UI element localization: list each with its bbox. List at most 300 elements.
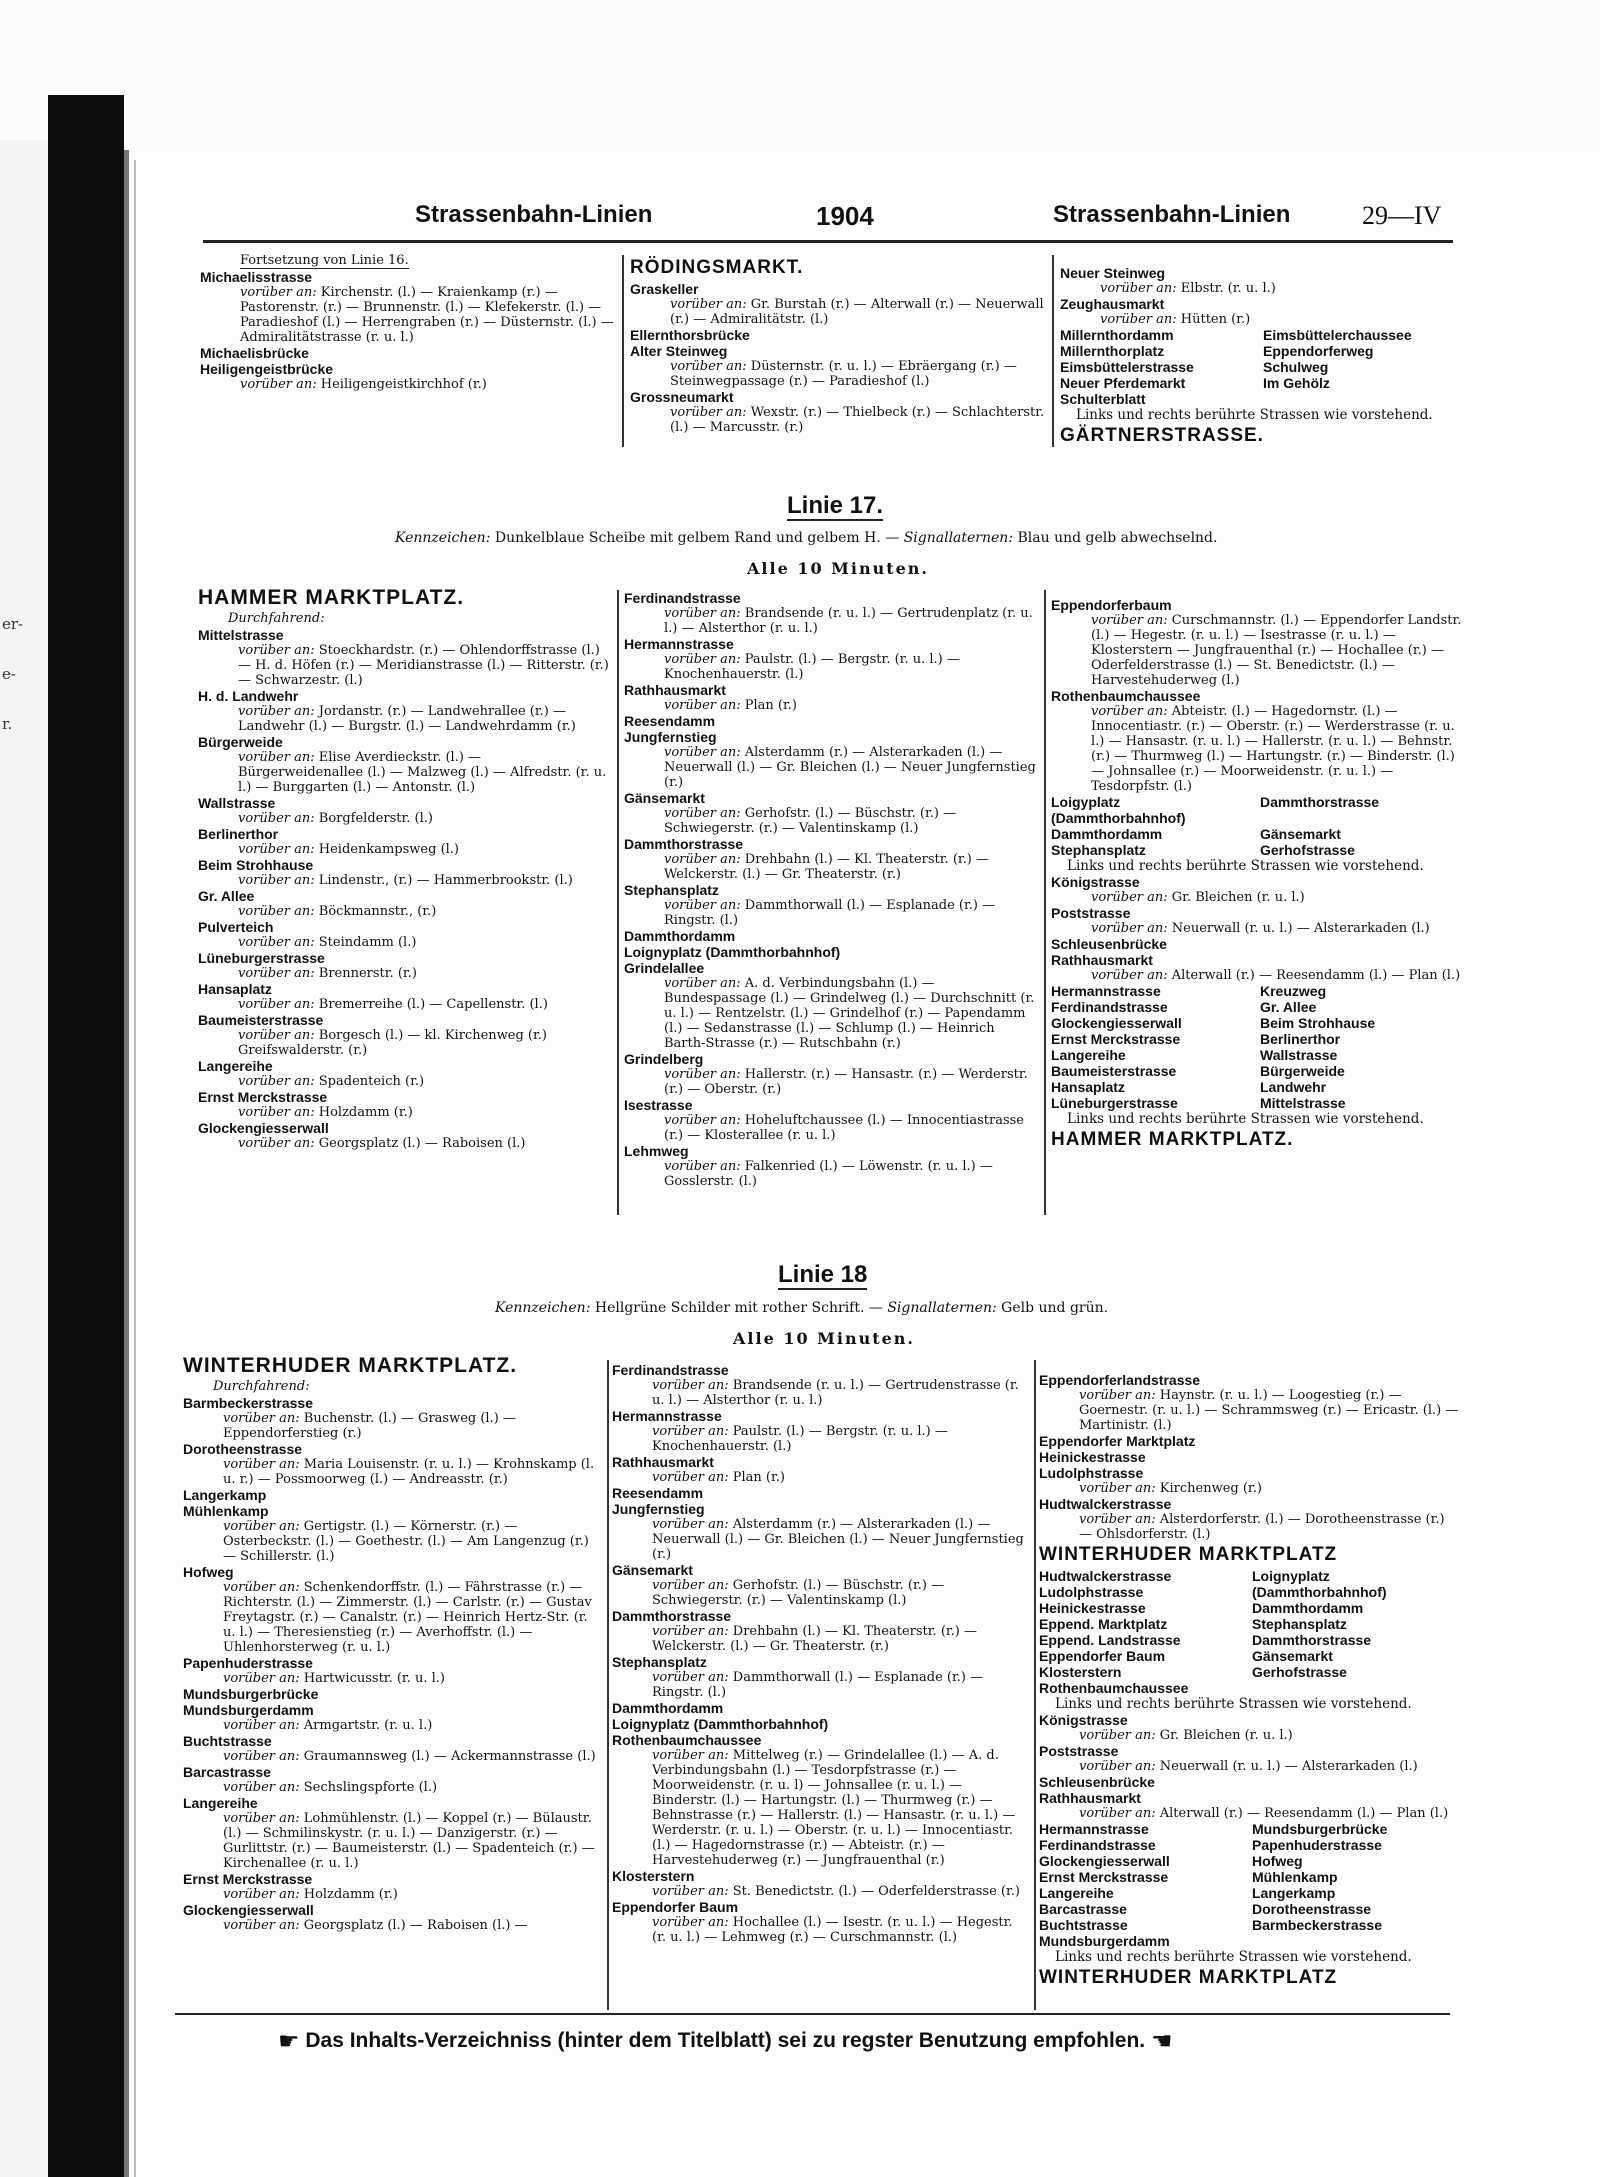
- passing-label: vorüber an:: [223, 1887, 300, 1902]
- stop-name: Bürgerweide: [198, 734, 283, 750]
- passing-label: vorüber an:: [238, 935, 315, 950]
- passing-text: Gerhofstr. (l.) — Büschstr. (r.) — Schwiegerstr. (r.) — Valentinskamp (l.): [652, 1578, 945, 1608]
- passing-text: Falkenried (l.) — Löwenstr. (r. u. l.) — Gosslerstr. (l.): [664, 1159, 993, 1189]
- passing-streets: [183, 1887, 600, 1902]
- stop-name: Barmbeckerstrasse: [183, 1395, 313, 1411]
- pointing-hand-icon: ☛: [278, 2028, 300, 2055]
- l18-col-a: [183, 1353, 600, 1933]
- stop-name: Hudtwalckerstrasse: [1039, 1496, 1172, 1512]
- passing-streets: [624, 806, 1036, 836]
- passing-streets: [183, 1457, 600, 1487]
- page-number: 29—IV: [1362, 201, 1442, 230]
- passing-streets: [183, 1580, 600, 1655]
- passing-label: vorüber an:: [1079, 1481, 1156, 1496]
- stop-name: Stephansplatz: [612, 1654, 707, 1670]
- stop-name: Langerkamp: [183, 1487, 267, 1503]
- terminus-title: HAMMER MARKTPLATZ.: [198, 586, 465, 609]
- stop-name: Stephansplatz: [1051, 842, 1146, 858]
- stop-name: Ernst Merckstrasse: [183, 1871, 313, 1887]
- stop-name: Eppendorferweg: [1263, 343, 1374, 359]
- bottom-rule: [175, 2013, 1450, 2015]
- stop-name: Jungfernstieg: [612, 1501, 705, 1517]
- passing-text: Holzdamm (r.): [303, 1887, 398, 1902]
- passing-streets: [624, 606, 1036, 636]
- passing-streets: [624, 898, 1036, 928]
- passing-label: vorüber an:: [1100, 312, 1177, 327]
- passing-streets: [612, 1884, 1030, 1899]
- passing-text: Kirchenweg (r.): [1159, 1481, 1262, 1496]
- stop-name: Glockengiesserwall: [1039, 1853, 1170, 1869]
- line-17-frequency: Alle 10 Minuten.: [747, 559, 929, 578]
- stop-name: Ferdinandstrasse: [624, 590, 741, 606]
- stop-name: Dammthorstrasse: [624, 836, 744, 852]
- stop-name: Eimsbüttelerchaussee: [1263, 327, 1412, 343]
- note: Links und rechts berührte Strassen wie vorstehend.: [1067, 858, 1424, 874]
- passing-text: Armgartstr. (r. u. l.): [303, 1718, 433, 1733]
- passing-streets: [1039, 1806, 1459, 1821]
- running-header-right: Strassenbahn-Linien: [1053, 201, 1291, 228]
- passing-text: Borgesch (l.) — kl. Kirchenweg (r.) Greifswalderstr. (r.): [238, 1028, 547, 1058]
- passing-streets: [1051, 613, 1463, 688]
- passing-streets: [1039, 1728, 1459, 1743]
- passing-streets: [630, 297, 1045, 327]
- passing-label: vorüber an:: [238, 1105, 315, 1120]
- passing-label: vorüber an:: [238, 1028, 315, 1043]
- passing-streets: [183, 1749, 600, 1764]
- passing-streets: [198, 997, 610, 1012]
- stop-name: Berlinerthor: [198, 826, 279, 842]
- passing-label: vorüber an:: [240, 284, 317, 300]
- passing-text: Lindenstr., (r.) — Hammerbrookstr. (l.): [318, 873, 573, 888]
- passing-text: Gerhofstr. (l.) — Büschstr. (r.) — Schwiegerstr. (r.) — Valentinskamp (l.): [664, 806, 957, 836]
- passing-text: Hallerstr. (r.) — Hansastr. (r.) — Werderstr. (r.) — Oberstr. (r.): [664, 1067, 1028, 1097]
- stop-name: Eppendorfer Marktplatz: [1039, 1433, 1196, 1449]
- passing-text: Georgsplatz (l.) — Raboisen (l.): [318, 1136, 526, 1151]
- stop-name: Baumeisterstrasse: [198, 1012, 324, 1028]
- stop-name: Eimsbüttelerstrasse: [1060, 359, 1194, 375]
- passing-label: vorüber an:: [652, 1670, 729, 1685]
- passing-label: vorüber an:: [1079, 1806, 1156, 1821]
- stop-name: Schulterblatt: [1060, 391, 1146, 407]
- stop-name: Baumeisterstrasse: [1051, 1063, 1177, 1079]
- passing-text: Alterwall (r.) — Reesendamm (l.) — Plan (l.): [1171, 968, 1461, 983]
- stop-name: Zeughausmarkt: [1060, 296, 1165, 312]
- passing-streets: [612, 1378, 1030, 1408]
- stop-name: Dammthordamm: [1252, 1600, 1364, 1616]
- passing-streets: [1039, 1481, 1459, 1496]
- passing-text: Hochallee (l.) — Isestr. (r. u. l.) — Hegestr. (r. u. l.) — Lehmweg (r.) — Curschmannstr. (l.): [652, 1915, 1013, 1945]
- passing-streets: [612, 1424, 1030, 1454]
- stop-name: Millernthorplatz: [1060, 343, 1165, 359]
- stop-name: Barcastrasse: [1039, 1901, 1127, 1917]
- column-divider: [607, 1360, 609, 2010]
- stop-name: Poststrasse: [1039, 1743, 1119, 1759]
- passing-label: vorüber an:: [223, 1580, 300, 1595]
- stop-name: [1252, 1933, 1459, 1949]
- stop-name: Dammthorstrasse: [1260, 794, 1380, 810]
- stop-name: [1252, 1680, 1459, 1696]
- passing-streets: [198, 811, 610, 826]
- passing-streets: [624, 698, 1036, 713]
- passing-text: A. d. Verbindungsbahn (l.) — Bundespassage (l.) — Grindelweg (l.) — Durchschnitt (r. u. l.) — Rentzelstr. (l.) — Grindelhof (r.) — Papendamm (l.) — Sedanstrasse (l.) — Schlump (l.) — Heinrich Barth-Strasse (r.) — Rutschbahn (r.): [664, 976, 1035, 1051]
- passing-streets: [183, 1780, 600, 1795]
- stop-name: Wallstrasse: [198, 795, 276, 811]
- column-divider: [622, 255, 624, 447]
- stop-name: Ellernthorsbrücke: [630, 327, 750, 343]
- header-rule: [203, 240, 1453, 243]
- stop-name: Dammthorstrasse: [612, 1608, 732, 1624]
- passing-label: vorüber an:: [652, 1624, 729, 1639]
- stop-name: H. d. Landwehr: [198, 688, 299, 704]
- stop-name: Königstrasse: [1039, 1712, 1128, 1728]
- stop-name: Langereihe: [1039, 1885, 1114, 1901]
- passing-text: Haynstr. (r. u. l.) — Loogestieg (r.) — Goernestr. (r. u. l.) — Schrammsweg (r.) — Ericastr. (l.) — Martinistr. (l.): [1079, 1388, 1459, 1433]
- passing-label: vorüber an:: [238, 873, 315, 888]
- stop-name: Pulverteich: [198, 919, 274, 935]
- stop-name: Lehmweg: [624, 1143, 689, 1159]
- passing-text: Brandsende (r. u. l.) — Gertrudenplatz (r. u. l.) — Alsterthor (r. u. l.): [664, 606, 1033, 636]
- stop-name: Papenhuderstrasse: [1252, 1837, 1382, 1853]
- stop-name: Schulweg: [1263, 359, 1329, 375]
- passing-text: Alsterdamm (r.) — Alsterarkaden (l.) — Neuerwall (l.) — Gr. Bleichen (l.) — Neuer Jungfernstieg (r.): [652, 1517, 1024, 1562]
- stop-name: Ferdinandstrasse: [1039, 1837, 1156, 1853]
- stop-name: Mittelstrasse: [198, 627, 284, 643]
- passing-text: Düsternstr. (r. u. l.) — Ebräergang (r.) — Steinwegpassage (r.) — Paradieshof (l.): [670, 359, 1017, 389]
- passing-streets: [198, 1074, 610, 1089]
- stop-name: Barmbeckerstrasse: [1252, 1917, 1382, 1933]
- stop-name: Gänsemarkt: [1260, 826, 1341, 842]
- stop-name: Rothenbaumchaussee: [612, 1732, 762, 1748]
- stop-name: Gänsemarkt: [612, 1562, 693, 1578]
- stop-name: Ernst Merckstrasse: [1039, 1869, 1169, 1885]
- column-divider: [617, 590, 619, 1215]
- stop-name: Schleusenbrücke: [1039, 1774, 1155, 1790]
- passing-text: Sechslingspforte (l.): [303, 1780, 438, 1795]
- stop-name: Heinickestrasse: [1039, 1449, 1146, 1465]
- passing-label: vorüber an:: [664, 976, 741, 991]
- passing-streets: [630, 359, 1045, 389]
- stop-name: Hermannstrasse: [624, 636, 734, 652]
- passing-label: vorüber an:: [670, 405, 747, 420]
- passing-streets: [198, 873, 610, 888]
- stop-name: Eppend. Landstrasse: [1039, 1632, 1181, 1648]
- passing-text: Neuerwall (r. u. l.) — Alsterarkaden (l.): [1171, 921, 1430, 936]
- passing-streets: [183, 1918, 600, 1933]
- margin-fragment: er-: [2, 615, 24, 633]
- passing-streets: [1060, 312, 1460, 327]
- stop-name: Rothenbaumchaussee: [1051, 688, 1201, 704]
- stop-name: Alter Steinweg: [630, 343, 728, 359]
- running-header-year: 1904: [816, 201, 874, 231]
- passing-label: vorüber an:: [652, 1517, 729, 1532]
- passing-text: Hartwicusstr. (r. u. l.): [303, 1671, 445, 1686]
- passing-streets: [1051, 968, 1463, 983]
- stop-name: Schleusenbrücke: [1051, 936, 1167, 952]
- stop-name: Loigyplatz (Dammthorbahnhof): [1051, 794, 1186, 826]
- scan-binding-shadow: [48, 95, 124, 2177]
- stop-name: Loignyplatz (Dammthorbahnhof): [612, 1716, 829, 1732]
- cont16-col-a: [200, 253, 615, 392]
- stop-name: Gerhofstrasse: [1252, 1664, 1347, 1680]
- line-17-identification: Kennzeichen: Dunkelblaue Scheibe mit gelbem Rand und gelbem H. — Signallaternen: Blau und gelb abwechselnd.: [395, 530, 1218, 546]
- stop-name: Ernst Merckstrasse: [1051, 1031, 1181, 1047]
- through-label: Durchfahrend:: [228, 611, 325, 626]
- passing-streets: [198, 1028, 610, 1058]
- running-header-left: Strassenbahn-Linien: [415, 201, 653, 228]
- passing-label: vorüber an:: [238, 1136, 315, 1151]
- stop-name: Eppend. Marktplatz: [1039, 1616, 1168, 1632]
- stop-name: Dammthordamm: [624, 928, 736, 944]
- passing-text: Heidenkampsweg (l.): [318, 842, 459, 857]
- l18-col-b: [612, 1362, 1030, 1945]
- passing-streets: [612, 1748, 1030, 1868]
- stop-name: Ludolphstrasse: [1039, 1465, 1144, 1481]
- stop-name: Gerhofstrasse: [1260, 842, 1355, 858]
- stop-name: Langereihe: [183, 1795, 258, 1811]
- passing-label: vorüber an:: [670, 359, 747, 374]
- passing-streets: [198, 842, 610, 857]
- stop-name: Glockengiesserwall: [1051, 1015, 1182, 1031]
- stop-name: Beim Strohhause: [1260, 1015, 1376, 1031]
- stop-name: Landwehr: [1260, 1079, 1327, 1095]
- stop-name: Ferdinandstrasse: [1051, 999, 1168, 1015]
- passing-label: vorüber an:: [240, 376, 317, 392]
- passing-label: vorüber an:: [664, 1067, 741, 1082]
- stop-name: Hermannstrasse: [1039, 1821, 1149, 1837]
- passing-label: vorüber an:: [238, 904, 315, 919]
- passing-text: Buchenstr. (l.) — Grasweg (l.) — Eppendorferstieg (r.): [223, 1411, 516, 1441]
- stop-name: Bürgerweide: [1260, 1063, 1345, 1079]
- stop-name: Berlinerthor: [1260, 1031, 1341, 1047]
- terminus-title: RÖDINGSMARKT.: [630, 257, 804, 278]
- passing-text: Hütten (r.): [1180, 312, 1251, 327]
- stop-name: Buchtstrasse: [1039, 1917, 1128, 1933]
- stop-name: Michaelisstrasse: [200, 268, 313, 285]
- passing-streets: [200, 285, 615, 345]
- passing-label: vorüber an:: [652, 1470, 729, 1485]
- passing-streets: [612, 1624, 1030, 1654]
- stop-name: Mundsburgerbrücke: [1252, 1821, 1388, 1837]
- passing-label: vorüber an:: [1100, 281, 1177, 296]
- passing-streets: [1051, 890, 1463, 905]
- passing-text: Gr. Bleichen (r. u. l.): [1171, 890, 1305, 905]
- stop-name: Königstrasse: [1051, 874, 1140, 890]
- passing-text: Holzdamm (r.): [318, 1105, 413, 1120]
- passing-text: Graumannsweg (l.) — Ackermannstrasse (l.): [303, 1749, 596, 1764]
- terminus-title: GÄRTNERSTRASSE.: [1060, 425, 1264, 446]
- stop-name: Mundsburgerbrücke: [183, 1686, 319, 1702]
- footer-notice: ☛ Das Inhalts-Verzeichniss (hinter dem Titelblatt) sei zu regster Benutzung empfohlen. ☚: [278, 2028, 1173, 2055]
- stop-name: Hansaplatz: [1051, 1079, 1125, 1095]
- passing-label: vorüber an:: [238, 966, 315, 981]
- passing-label: vorüber an:: [223, 1749, 300, 1764]
- passing-text: Bremerreihe (l.) — Capellenstr. (l.): [318, 997, 548, 1012]
- passing-text: Alterwall (r.) — Reesendamm (l.) — Plan (l.): [1159, 1806, 1449, 1821]
- stop-name: Hofweg: [183, 1564, 234, 1580]
- passing-label: vorüber an:: [238, 643, 315, 658]
- line-18-identification: Kennzeichen: Hellgrüne Schilder mit rother Schrift. — Signallaternen: Gelb und grün.: [495, 1300, 1109, 1316]
- stop-name: Mühlenkamp: [1252, 1869, 1338, 1885]
- terminus-title: WINTERHUDER MARKTPLATZ: [1039, 1967, 1338, 1988]
- passing-streets: [183, 1671, 600, 1686]
- cont16-col-c: [1060, 265, 1460, 449]
- passing-label: vorüber an:: [1079, 1388, 1156, 1403]
- passing-text: Kirchenstr. (l.) — Kraienkamp (r.) — Pastorenstr. (r.) — Brunnenstr. (l.) — Klefekerstr. (l.) — Paradieshof (l.) — Herrengraben (r.) — Düsternstr. (l.) — Admiralitätstrasse (r. u. l.): [240, 284, 614, 345]
- passing-text: Alsterdorferstr. (l.) — Dorotheenstrasse (r.) — Ohlsdorferstr. (l.): [1079, 1512, 1445, 1542]
- passing-label: vorüber an:: [1091, 968, 1168, 983]
- passing-label: vorüber an:: [223, 1671, 300, 1686]
- passing-streets: [612, 1470, 1030, 1485]
- passing-streets: [183, 1519, 600, 1564]
- l17-col-a: [198, 585, 610, 1151]
- stop-name: Stephansplatz: [624, 882, 719, 898]
- page-edge-line: [134, 160, 136, 2177]
- passing-text: Mittelweg (r.) — Grindelallee (l.) — A. d. Verbindungsbahn (l.) — Tesdorpfstrasse (r.) — Moorweidenstr. (r. u. l) — Johnsallee (r. u. l.) — Binderstr. (l.) — Hartungstr. (l.) — Thurmweg (r.) — Behnstrasse (r.) — Hallerstr. (l.) — Hansastr. (r. u. l.) — Werderstr. (r. u. l.) — Oberstr. (r. u. l.) — Innocentiastr. (l.) — Hagedornstrasse (r.) — Abteistr. (r.) — Harvestehuderweg (r.) — Jungfrauenthal (r.): [652, 1748, 1016, 1868]
- passing-streets: [1051, 704, 1463, 794]
- passing-text: Plan (r.): [744, 698, 797, 713]
- stop-name: Klosterstern: [612, 1868, 695, 1884]
- stop-name: Gr. Allee: [1260, 999, 1317, 1015]
- passing-text: Georgsplatz (l.) — Raboisen (l.) —: [303, 1918, 528, 1933]
- passing-streets: [624, 1113, 1036, 1143]
- stop-name: Mundsburgerdamm: [1039, 1933, 1170, 1949]
- stop-name: Langereihe: [198, 1058, 273, 1074]
- passing-label: vorüber an:: [652, 1378, 729, 1393]
- passing-text: Gr. Bleichen (r. u. l.): [1159, 1728, 1293, 1743]
- passing-streets: [612, 1915, 1030, 1945]
- stop-name: Lüneburgerstrasse: [198, 950, 325, 966]
- passing-text: Schenkendorffstr. (l.) — Fährstrasse (r.) — Richterstr. (l.) — Zimmerstr. (l.) — Carlstr. (r.) — Gustav Freytagstr. (r.) — Canalstr. (r.) — Heinrich Hertz-Str. (r. u. l.) — Theresienstieg (r.) — Averhoffstr. (l.) — Uhlenhorsterweg (r. u. l.): [223, 1580, 592, 1655]
- passing-text: Paulstr. (l.) — Bergstr. (r. u. l.) — Knochenhauerstr. (l.): [652, 1424, 948, 1454]
- passing-label: vorüber an:: [670, 297, 747, 312]
- passing-streets: [612, 1578, 1030, 1608]
- stop-name: Hudtwalckerstrasse: [1039, 1568, 1172, 1584]
- stop-name: Michaelisbrücke: [200, 344, 309, 361]
- passing-label: vorüber an:: [652, 1915, 729, 1930]
- passing-text: Paulstr. (l.) — Bergstr. (r. u. l.) — Knochenhauerstr. (l.): [664, 652, 960, 682]
- stop-name: Grindelallee: [624, 960, 705, 976]
- l18-col-c: [1039, 1372, 1459, 1991]
- stop-name: Neuer Pferdemarkt: [1060, 375, 1186, 391]
- passing-streets: [198, 935, 610, 950]
- passing-label: vorüber an:: [664, 1159, 741, 1174]
- stop-name: Rathhausmarkt: [612, 1454, 714, 1470]
- stop-name: Hermannstrasse: [612, 1408, 722, 1424]
- passing-text: Brennerstr. (r.): [318, 966, 417, 981]
- passing-streets: [183, 1718, 600, 1733]
- passing-text: Abteistr. (l.) — Hagedornstr. (l.) — Innocentiastr. (r.) — Oberstr. (r.) — Werderstrasse (r. u. l.) — Hansastr. (r. u. l.) — Hallerstr. (r. u. l.) — Behnstr. (r.) — Thurmweg (l.) — Hartungstr. (r.) — Binderstr. (l.) — Johnsallee (r.) — Moorweidenstr. (r. u. l.) — Tesdorpfstr. (l.): [1091, 704, 1455, 794]
- stop-name: [1263, 391, 1460, 407]
- stop-name: Im Gehölz: [1263, 375, 1330, 391]
- passing-label: vorüber an:: [223, 1457, 300, 1472]
- stop-name: Ernst Merckstrasse: [198, 1089, 328, 1105]
- passing-streets: [198, 750, 610, 795]
- stop-name: Glockengiesserwall: [183, 1902, 314, 1918]
- stop-name: Dorotheenstrasse: [1252, 1901, 1372, 1917]
- line-18-frequency: Alle 10 Minuten.: [733, 1329, 915, 1348]
- stop-name: Klosterstern: [1039, 1664, 1122, 1680]
- passing-label: vorüber an:: [238, 704, 315, 719]
- passing-streets: [198, 904, 610, 919]
- continuation-note: Fortsetzung von Linie 16.: [240, 253, 409, 268]
- stop-name: Rathhausmarkt: [624, 682, 726, 698]
- passing-label: vorüber an:: [1079, 1759, 1156, 1774]
- passing-streets: [624, 976, 1036, 1051]
- stop-name: Rathhausmarkt: [1051, 952, 1153, 968]
- passing-streets: [624, 1067, 1036, 1097]
- passing-label: vorüber an:: [664, 852, 741, 867]
- passing-streets: [624, 1159, 1036, 1189]
- passing-label: vorüber an:: [652, 1424, 729, 1439]
- l17-col-b: [624, 590, 1036, 1189]
- stop-name: Millernthordamm: [1060, 327, 1174, 343]
- stop-name: Heinickestrasse: [1039, 1600, 1146, 1616]
- passing-label: vorüber an:: [664, 1113, 741, 1128]
- passing-label: vorüber an:: [664, 652, 741, 667]
- cont16-col-b: [630, 255, 1045, 435]
- column-divider: [1044, 590, 1046, 1215]
- stop-name: Rathhausmarkt: [1039, 1790, 1141, 1806]
- stop-name: Mundsburgerdamm: [183, 1702, 314, 1718]
- passing-streets: [1051, 921, 1463, 936]
- passing-text: Plan (r.): [732, 1470, 785, 1485]
- stop-name: Grindelberg: [624, 1051, 704, 1067]
- passing-text: Elise Averdieckstr. (l.) — Bürgerweidenallee (l.) — Malzweg (l.) — Alfredstr. (r. u. l.) — Burggarten (l.) — Antonstr. (l.): [238, 750, 607, 795]
- passing-label: vorüber an:: [238, 842, 315, 857]
- passing-text: St. Benedictstr. (l.) — Oderfelderstrasse (r.): [732, 1884, 1020, 1899]
- passing-text: Maria Louisenstr. (r. u. l.) — Krohnskamp (l. u. r.) — Possmoorweg (l.) — Andreasstr. (r.): [223, 1457, 595, 1487]
- stop-name: Mittelstrasse: [1260, 1095, 1346, 1111]
- stop-name: Dammthorstrasse: [1252, 1632, 1372, 1648]
- passing-text: Heiligengeistkirchhof (r.): [320, 376, 487, 392]
- line-17-title: Linie 17.: [787, 492, 884, 519]
- passing-streets: [183, 1411, 600, 1441]
- passing-label: vorüber an:: [664, 745, 741, 760]
- margin-fragment: r.: [2, 715, 13, 733]
- stop-name: Eppendorferlandstrasse: [1039, 1372, 1201, 1388]
- stop-name: Stephansplatz: [1252, 1616, 1347, 1632]
- stop-name: Dammthordamm: [1051, 826, 1163, 842]
- stop-name: Ludolphstrasse: [1039, 1584, 1144, 1600]
- stop-name: Poststrasse: [1051, 905, 1131, 921]
- passing-text: Dammthorwall (l.) — Esplanade (r.) — Ringstr. (l.): [652, 1670, 984, 1700]
- stop-name: Gänsemarkt: [624, 790, 705, 806]
- passing-streets: [624, 745, 1036, 790]
- stop-name: Rothenbaumchaussee: [1039, 1680, 1189, 1696]
- pointing-hand-icon: ☚: [1150, 2028, 1173, 2055]
- passing-label: vorüber an:: [223, 1718, 300, 1733]
- stop-name: Eppendorfer Baum: [612, 1899, 739, 1915]
- passing-text: Stoeckhardstr. (r.) — Ohlendorffstrasse (l.) — H. d. Höfen (r.) — Meridianstrasse (l.) — Ritterstr. (r.) — Schwarzestr. (l.): [238, 643, 609, 688]
- passing-text: Borgfelderstr. (l.): [318, 811, 433, 826]
- stop-name: Gr. Allee: [198, 888, 255, 904]
- passing-label: vorüber an:: [238, 1074, 315, 1089]
- passing-streets: [198, 966, 610, 981]
- passing-streets: [612, 1517, 1030, 1562]
- passing-label: vorüber an:: [664, 698, 741, 713]
- passing-text: Alsterdamm (r.) — Alsterarkaden (l.) — Neuerwall (l.) — Gr. Bleichen (l.) — Neuer Jungfernstieg (r.): [664, 745, 1036, 790]
- passing-label: vorüber an:: [1079, 1728, 1156, 1743]
- stop-name: Neuer Steinweg: [1060, 265, 1166, 281]
- passing-text: Spadenteich (r.): [318, 1074, 425, 1089]
- passing-text: Jordanstr. (r.) — Landwehrallee (r.) — Landwehr (l.) — Burgstr. (l.) — Landwehrdamm (r.): [238, 704, 576, 734]
- stop-name: Lüneburgerstrasse: [1051, 1095, 1178, 1111]
- passing-text: Brandsende (r. u. l.) — Gertrudenstrasse (r. u. l.) — Alsterthor (r. u. l.): [652, 1378, 1019, 1408]
- passing-label: vorüber an:: [652, 1884, 729, 1899]
- note: Links und rechts berührte Strassen wie vorstehend.: [1067, 1111, 1424, 1127]
- line-18-title: Linie 18: [778, 1261, 868, 1288]
- passing-streets: [183, 1811, 600, 1871]
